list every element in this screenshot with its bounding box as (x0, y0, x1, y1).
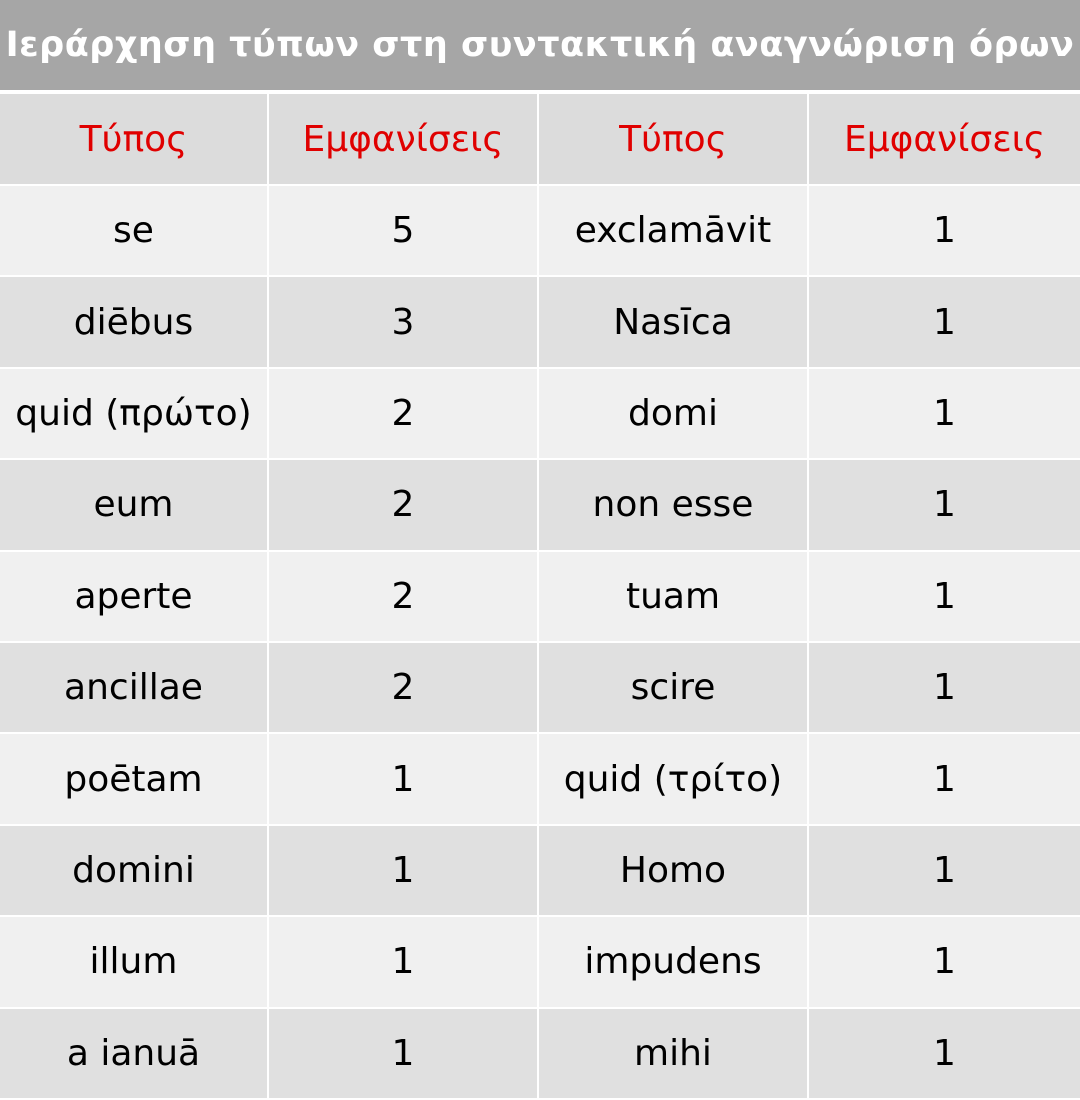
cell-type-left: diēbus (0, 276, 268, 367)
cell-type-right: exclamāvit (538, 185, 808, 276)
header-type-right: Τύπος (538, 94, 808, 185)
cell-count-left: 1 (268, 825, 538, 916)
cell-type-left: poētam (0, 733, 268, 824)
cell-count-right: 1 (808, 642, 1080, 733)
cell-type-left: a ianuā (0, 1008, 268, 1099)
cell-count-right: 1 (808, 276, 1080, 367)
cell-type-left: domini (0, 825, 268, 916)
header-count-right: Εμφανίσεις (808, 94, 1080, 185)
table-row (0, 825, 1080, 916)
cell-type-right: Homo (538, 825, 808, 916)
cell-count-left: 2 (268, 368, 538, 459)
cell-count-right: 1 (808, 733, 1080, 824)
cell-count-left: 1 (268, 1008, 538, 1099)
table-title: Ιεράρχηση τύπων στη συντακτική αναγνώριση όρων (0, 0, 1080, 90)
cell-count-right: 1 (808, 185, 1080, 276)
cell-type-right: tuam (538, 551, 808, 642)
cell-type-right: impudens (538, 916, 808, 1007)
cell-count-right: 1 (808, 916, 1080, 1007)
table-row (0, 276, 1080, 367)
cell-count-right: 1 (808, 1008, 1080, 1099)
cell-count-right: 1 (808, 459, 1080, 550)
cell-count-left: 1 (268, 733, 538, 824)
cell-type-right: scire (538, 642, 808, 733)
cell-type-left: aperte (0, 551, 268, 642)
cell-type-left: illum (0, 916, 268, 1007)
table-row (0, 551, 1080, 642)
cell-count-right: 1 (808, 825, 1080, 916)
cell-count-right: 1 (808, 551, 1080, 642)
cell-count-left: 3 (268, 276, 538, 367)
header-type-left: Τύπος (0, 94, 268, 185)
cell-type-right: domi (538, 368, 808, 459)
table-row (0, 1008, 1080, 1099)
table-row (0, 459, 1080, 550)
cell-type-right: Nasīca (538, 276, 808, 367)
frequency-table (0, 94, 1080, 1100)
table-row (0, 185, 1080, 276)
cell-type-left: quid (πρώτο) (0, 368, 268, 459)
table-row (0, 733, 1080, 824)
cell-count-right: 1 (808, 368, 1080, 459)
cell-count-left: 1 (268, 916, 538, 1007)
header-count-left: Εμφανίσεις (268, 94, 538, 185)
cell-count-left: 2 (268, 551, 538, 642)
cell-count-left: 2 (268, 642, 538, 733)
cell-type-right: quid (τρίτο) (538, 733, 808, 824)
table-row (0, 916, 1080, 1007)
cell-type-right: non esse (538, 459, 808, 550)
header-row (0, 94, 1080, 185)
cell-type-left: se (0, 185, 268, 276)
cell-count-left: 5 (268, 185, 538, 276)
table-row (0, 642, 1080, 733)
cell-count-left: 2 (268, 459, 538, 550)
cell-type-left: ancillae (0, 642, 268, 733)
cell-type-left: eum (0, 459, 268, 550)
table-row (0, 368, 1080, 459)
cell-type-right: mihi (538, 1008, 808, 1099)
